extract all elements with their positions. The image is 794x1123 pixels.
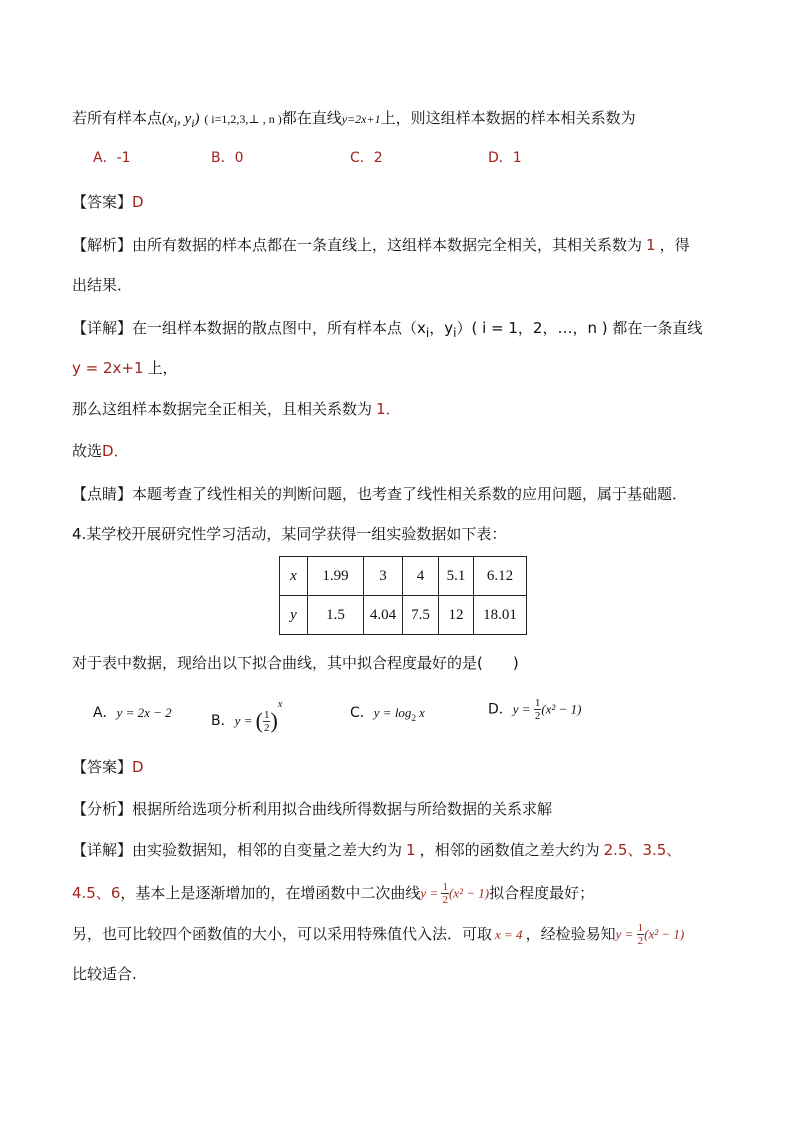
q4-analysis: 【分析】根据所给选项分析利用拟合曲线所得数据与所给数据的关系求解	[72, 800, 553, 818]
table-cell: 6.12	[474, 557, 527, 596]
q3-detail: 【详解】在一组样本数据的散点图中，所有样本点（$x_i$，$y_i$）( i = 1，2，…，n ) 都在一条直线	[72, 319, 703, 340]
q3-analysis: 【解析】由所有数据的样本点都在一条直线上，这组样本数据完全相关，其相关系数为 1 ，得	[72, 236, 690, 254]
table-cell: 1.99	[308, 557, 364, 596]
line-equation: y=2x+1	[341, 112, 381, 126]
q3-answer: 【答案】D	[72, 193, 144, 211]
q3-comment: 【点睛】本题考查了线性相关的判断问题，也考查了线性相关系数的应用问题，属于基础题．	[72, 485, 688, 503]
table-cell: 1.5	[308, 596, 364, 635]
table-header-x: x	[280, 557, 308, 596]
q4-detail-line4: 比较适合.	[72, 965, 137, 983]
table-cell: 7.5	[403, 596, 439, 635]
fraction-one-half: $\frac{1}{2}$	[442, 881, 448, 906]
q4-option-d: D．y = $\frac{1}{2}$ (x² − 1)	[488, 697, 582, 722]
q3-analysis-cont: 出结果．	[72, 276, 133, 294]
q3-option-d: D．1	[488, 150, 522, 166]
table-cell: 18.01	[474, 596, 527, 635]
q3-detail-line3: 那么这组样本数据完全正相关，且相关系数为 1．	[72, 400, 401, 418]
sample-point-math: ($x_i$, $y_i$)	[162, 111, 200, 130]
q3-stem: 若所有样本点($x_i$, $y_i$) ( i=1,2,3,⊥ , n )都在直线y=2x+1上，则这组样本数据的样本相关系数为	[72, 109, 636, 130]
table-cell: 5.1	[439, 557, 474, 596]
fraction-one-half: $\frac{1}{2}$	[263, 708, 270, 734]
table-header-y: y	[280, 596, 308, 635]
fraction-one-half: $\frac{1}{2}$	[637, 922, 644, 947]
table-cell: 3	[364, 557, 403, 596]
index-range: ( i=1,2,3,⊥ , n )	[204, 112, 282, 126]
table-cell: 4.04	[364, 596, 403, 635]
q4-stem: 4.某学校开展研究性学习活动，某同学获得一组实验数据如下表：	[72, 525, 507, 543]
table-cell: 12	[439, 596, 474, 635]
table-row	[280, 557, 527, 596]
q4-detail-line3: 另，也可比较四个函数值的大小，可以采用特殊值代入法．可取 x = 4 ，经检验易知y = $\frac{1}{2}$ (x² − 1)	[72, 922, 685, 947]
q4-option-c: C．$y = \log_2 x$	[350, 705, 425, 723]
q3-detail-line4: 故选D．	[72, 442, 129, 460]
table-cell: 4	[403, 557, 439, 596]
q4-answer: 【答案】D	[72, 758, 144, 776]
q3-option-b: B．0	[211, 150, 244, 166]
q3-option-a: A．-1	[93, 150, 131, 166]
table-row	[280, 596, 527, 635]
q3-detail-line2: y = 2x+1 上，	[72, 359, 178, 377]
q4-detail-line2: 4.5、6，基本上是逐渐增加的，在增函数中二次曲线y = $\frac{1}{2}$ (x² − 1)拟合程度最好；	[72, 881, 595, 906]
q4-question: 对于表中数据，现给出以下拟合曲线，其中拟合程度最好的是( )	[72, 654, 519, 672]
data-table	[279, 556, 527, 635]
fraction-one-half: $\frac{1}{2}$	[534, 697, 541, 722]
q4-option-b: B．y = ( $\frac{1}{2}$ )$^x$	[211, 699, 283, 734]
q4-option-a: A．y = 2x − 2	[93, 705, 172, 721]
q4-detail: 【详解】由实验数据知，相邻的自变量之差大约为 1 ，相邻的函数值之差大约为 2.5、3.5、	[72, 841, 682, 859]
q3-option-c: C．2	[350, 150, 383, 166]
